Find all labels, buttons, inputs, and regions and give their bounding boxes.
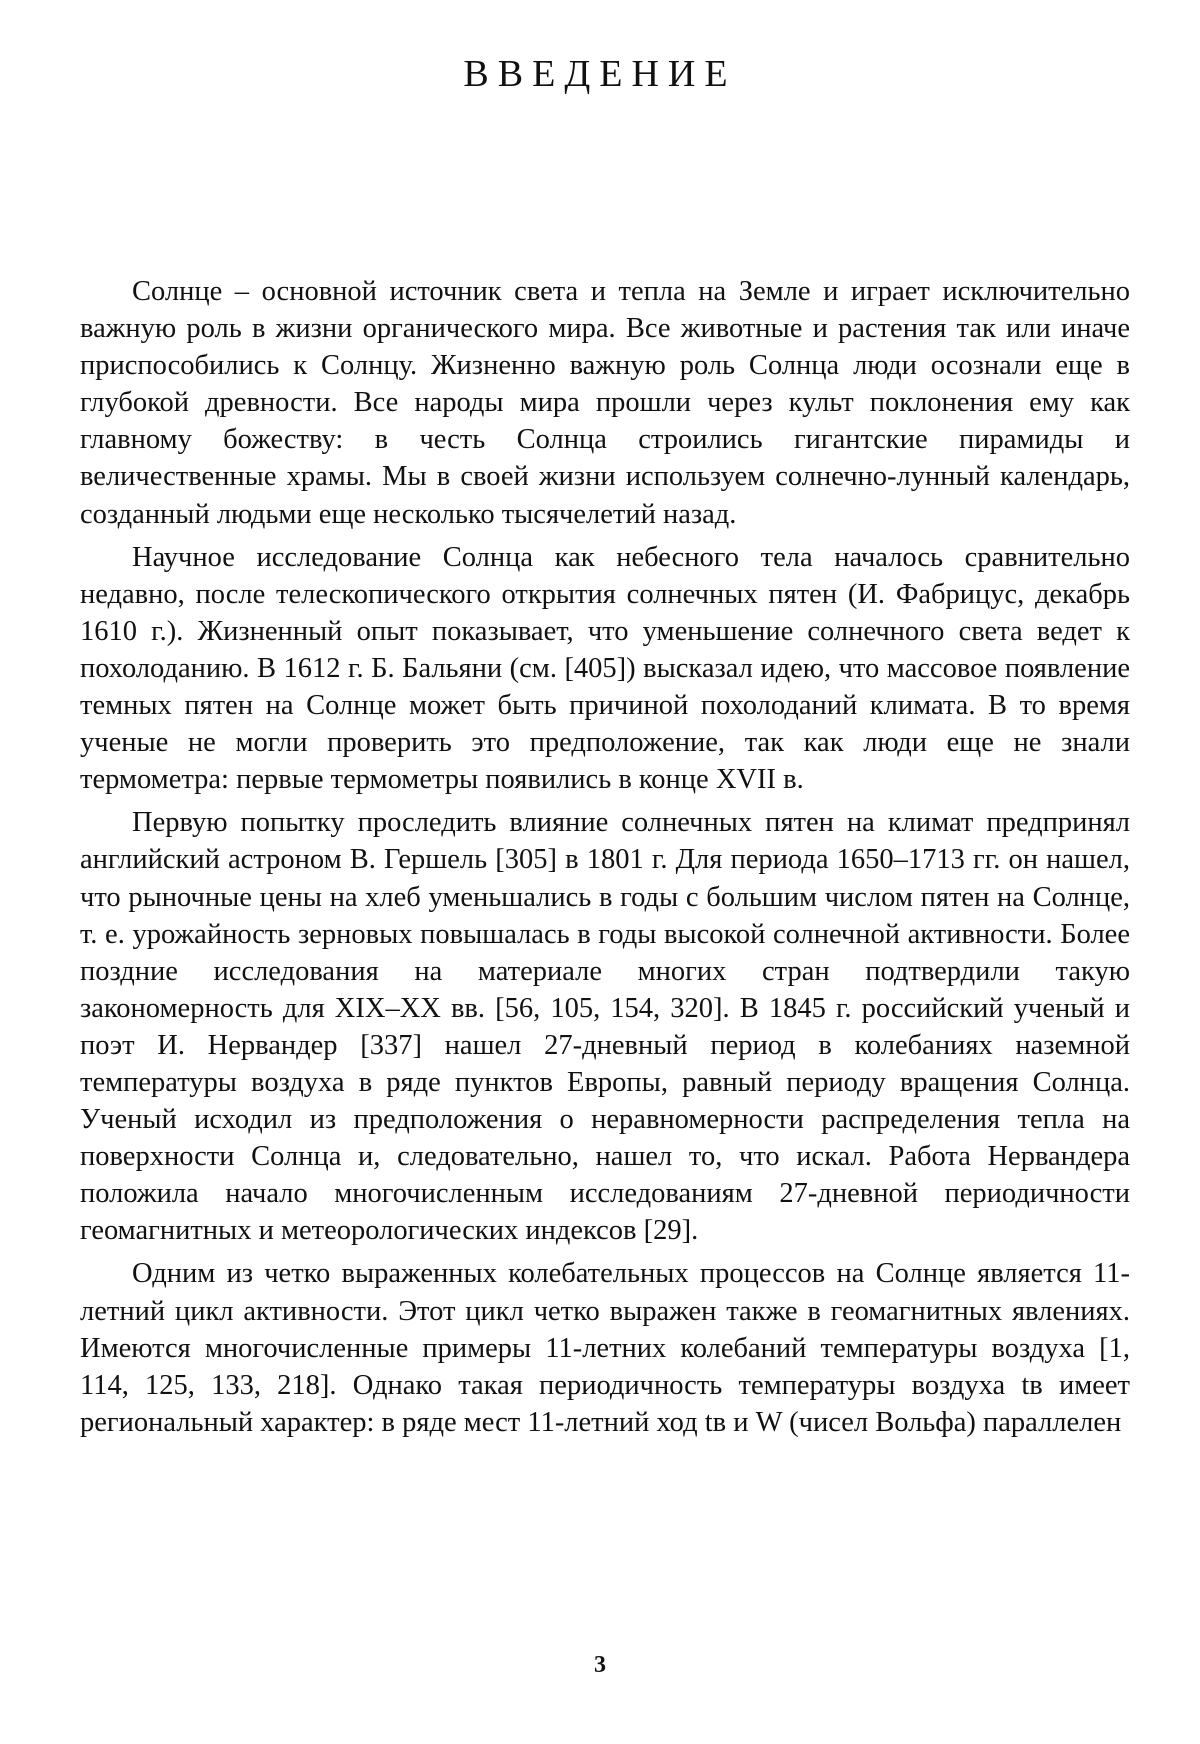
page-title: ВВЕДЕНИЕ (463, 53, 737, 95)
paragraph-1: Солнце – основной источник света и тепла на Земле и играет исключительно важную роль в жизни органического мира. Все животные и растения так или иначе приспособились к Солнцу. Жизненно важную роль Солнца люди осознали еще в глубокой древности. Все народы мира прошли через культ поклонения ему как главному божеству: в честь Солнца строились гигантские пирамиды и величественные храмы. Мы в своей жизни используем солнечно-лунный календарь, созданный людьми еще несколько тысячелетий назад. (80, 276, 1130, 530)
paragraph-4: Одним из четко выраженных колебательных процессов на Солнце является 11-летний цикл активности. Этот цикл четко выражен также в геомагнитных явлениях. Имеются многочисленные примеры 11-летних колебаний температуры воздуха [1, 114, 125, 133, 218]. Однако такая периодичность температуры воздуха tв имеет региональный характер: в ряде мест 11-летний ход tв и W (чисел Вольфа) параллелен (80, 1258, 1130, 1438)
paragraph-3: Первую попытку проследить влияние солнечных пятен на климат предпринял английский астроном В. Гершель [305] в 1801 г. Для периода 1650–1713 гг. он нашел, что рыночные цены на хлеб уменьшались в годы с большим числом пятен на Солнце, т. е. урожайность зерновых повышалась в годы высокой солнечной активности. Более поздние исследования на материале многих стран подтвердили такую закономерность для XIX–XX вв. [56, 105, 154, 320]. В 1845 г. российский ученый и поэт И. Нервандер [337] нашел 27-дневный период в колебаниях наземной температуры воздуха в ряде пунктов Европы, равный периоду вращения Солнца. Ученый исходил из предположения о неравномерности распределения тепла на поверхности Солнца и, следовательно, нашел то, что искал. Работа Нервандера положила начало многочисленным исследованиям 27-дневной периодичности геомагнитных и метеорологических индексов [29]. (80, 807, 1130, 1247)
paragraph-2: Научное исследование Солнца как небесного тела началось сравнительно недавно, после телескопического открытия солнечных пятен (И. Фабрицус, декабрь 1610 г.). Жизненный опыт показывает, что уменьшение солнечного света ведет к похолоданию. В 1612 г. Б. Бальяни (см. [405]) высказал идею, что массовое появление темных пятен на Солнце может быть причиной похолоданий климата. В то время ученые не могли проверить это предположение, так как люди еще не знали термометра: первые термометры появились в конце XVII в. (80, 541, 1130, 796)
page-number: 3 (594, 1652, 606, 1678)
body-text (80, 273, 1130, 1447)
